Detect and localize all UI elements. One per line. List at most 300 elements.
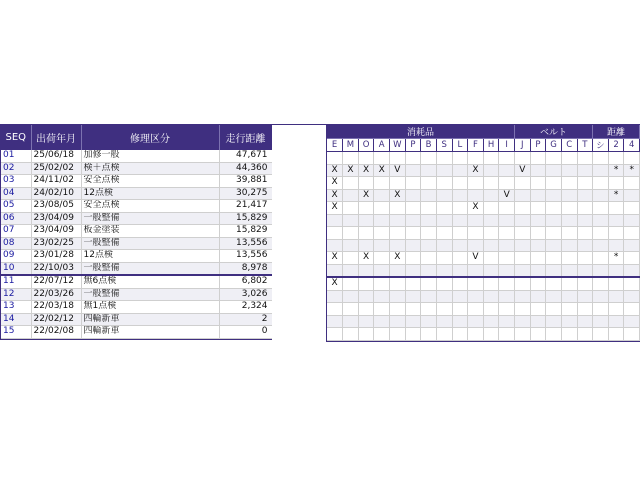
column-header[interactable]: 4 [624,139,640,152]
table-row[interactable] [1,313,272,326]
mark-cell [405,290,421,303]
mark-cell [546,328,562,341]
mark-cell [530,214,546,227]
column-header[interactable]: J [515,139,531,152]
table-row [327,189,640,202]
mark-cell [577,164,593,177]
header-mileage[interactable]: 走行距離 [219,125,272,150]
cell-date: 25/06/18 [31,150,81,162]
mark-cell [452,277,468,290]
column-header[interactable]: O [358,139,374,152]
cell-category: 一般整備 [81,262,219,275]
mark-cell [421,239,437,252]
header-distance: 距離 [593,125,640,139]
mark-cell [405,202,421,215]
mark-cell [452,227,468,240]
mark-cell [421,164,437,177]
cell-category: 板金塗装 [81,225,219,238]
mark-cell [515,303,531,316]
mark-cell [561,328,577,341]
mark-cell [436,315,452,328]
mark-cell [608,214,624,227]
mark-cell [608,202,624,215]
table-row [327,152,640,165]
mark-cell [327,315,343,328]
cell-seq: 06 [1,212,31,225]
mark-cell: X [390,252,406,265]
mark-cell [593,264,609,277]
cell-seq: 12 [1,288,31,301]
cell-mileage: 13,556 [219,237,272,250]
mark-cell: X [327,277,343,290]
mark-cell [468,315,484,328]
mark-cell [499,252,515,265]
mark-cell [343,214,359,227]
mark-cell [624,202,640,215]
mark-cell [577,177,593,190]
cell-seq: 01 [1,150,31,162]
mark-cell [374,328,390,341]
mark-cell [561,189,577,202]
mark-cell [468,214,484,227]
mark-cell [624,152,640,165]
parts-checklist-table [326,124,640,342]
mark-cell [546,152,562,165]
cell-date: 25/02/02 [31,162,81,175]
mark-cell [577,252,593,265]
mark-cell [421,277,437,290]
mark-cell [515,264,531,277]
table-row [327,164,640,177]
mark-cell [561,315,577,328]
mark-cell [483,152,499,165]
mark-cell: V [499,189,515,202]
table-row [327,290,640,303]
mark-cell [577,277,593,290]
table-row [327,315,640,328]
mark-cell [624,264,640,277]
mark-cell [530,152,546,165]
mark-cell [405,227,421,240]
mark-cell [468,290,484,303]
table-row[interactable] [1,237,272,250]
cell-category: 四輪新車 [81,326,219,339]
mark-cell [374,152,390,165]
mark-cell [343,202,359,215]
mark-cell: * [624,164,640,177]
mark-cell [561,177,577,190]
mark-cell [421,303,437,316]
mark-cell [593,177,609,190]
mark-cell [390,227,406,240]
mark-cell: * [608,164,624,177]
mark-cell [624,177,640,190]
table-row[interactable] [1,162,272,175]
column-header[interactable]: C [561,139,577,152]
mark-cell [452,264,468,277]
mark-cell [483,303,499,316]
table-row[interactable] [1,150,272,162]
cell-mileage: 6,802 [219,275,272,288]
mark-cell [405,152,421,165]
mark-cell [483,164,499,177]
cell-mileage: 3,026 [219,288,272,301]
mark-cell [483,189,499,202]
table-row[interactable] [1,250,272,263]
mark-cell: X [468,202,484,215]
mark-cell [452,252,468,265]
mark-cell [343,303,359,316]
mark-cell [452,164,468,177]
mark-cell [593,303,609,316]
mark-cell [577,315,593,328]
mark-cell [593,227,609,240]
cell-mileage: 2 [219,313,272,326]
mark-cell [421,227,437,240]
mark-cell [421,214,437,227]
mark-cell [483,177,499,190]
column-header[interactable]: H [483,139,499,152]
header-seq[interactable]: SEQ [1,125,31,150]
mark-cell [546,264,562,277]
mark-cell [390,152,406,165]
cell-date: 24/11/02 [31,175,81,188]
mark-cell [608,303,624,316]
mark-cell [530,164,546,177]
mark-cell [421,315,437,328]
cell-category: 安全点検 [81,175,219,188]
mark-cell [483,277,499,290]
mark-cell [577,152,593,165]
mark-cell [374,277,390,290]
mark-cell [577,303,593,316]
mark-cell [546,177,562,190]
mark-cell [483,264,499,277]
mark-cell [343,264,359,277]
mark-cell: X [343,164,359,177]
mark-cell [530,264,546,277]
mark-cell [608,328,624,341]
mark-cell [499,177,515,190]
mark-cell [421,252,437,265]
mark-cell [468,177,484,190]
mark-cell [374,214,390,227]
maintenance-history-table [0,124,274,340]
mark-cell [546,315,562,328]
table-row[interactable] [1,262,272,275]
column-header[interactable]: I [499,139,515,152]
mark-cell [483,252,499,265]
mark-cell [327,264,343,277]
table-row[interactable] [1,301,272,314]
column-header[interactable]: F [468,139,484,152]
mark-cell [624,290,640,303]
mark-cell [374,315,390,328]
mark-cell [530,290,546,303]
mark-cell [499,264,515,277]
mark-cell [436,152,452,165]
mark-cell [515,202,531,215]
mark-cell [546,164,562,177]
mark-cell: V [390,164,406,177]
mark-cell [405,189,421,202]
mark-cell [483,239,499,252]
mark-cell [577,202,593,215]
mark-cell [515,277,531,290]
mark-cell [577,214,593,227]
cell-category: 無1点検 [81,301,219,314]
mark-cell [483,290,499,303]
mark-cell [358,328,374,341]
column-header[interactable]: E [327,139,343,152]
mark-cell [421,290,437,303]
table-row [327,328,640,341]
mark-cell [561,239,577,252]
cell-date: 22/07/12 [31,275,81,288]
table-gap [272,124,326,355]
cell-mileage: 39,881 [219,175,272,188]
mark-cell [577,189,593,202]
column-header[interactable]: L [452,139,468,152]
table-row[interactable] [1,200,272,213]
mark-cell [624,239,640,252]
mark-cell: V [515,164,531,177]
mark-cell [561,227,577,240]
cell-seq: 03 [1,175,31,188]
mark-cell: X [468,164,484,177]
mark-cell [515,214,531,227]
mark-cell [358,303,374,316]
mark-cell [499,202,515,215]
mark-cell [436,164,452,177]
mark-cell [452,315,468,328]
mark-cell [608,290,624,303]
mark-cell [390,315,406,328]
mark-cell [499,277,515,290]
mark-cell [515,328,531,341]
mark-cell [374,202,390,215]
mark-cell [358,214,374,227]
mark-cell [405,214,421,227]
cell-mileage: 15,829 [219,225,272,238]
table-row [327,202,640,215]
mark-cell [561,303,577,316]
mark-cell [452,303,468,316]
mark-cell [421,189,437,202]
mark-cell: X [327,189,343,202]
mark-cell [577,239,593,252]
mark-cell [343,328,359,341]
mark-cell [546,189,562,202]
cell-seq: 10 [1,262,31,275]
mark-cell [515,189,531,202]
column-header[interactable]: W [390,139,406,152]
column-header[interactable]: A [374,139,390,152]
mark-cell [358,202,374,215]
mark-cell [390,239,406,252]
mark-cell [499,328,515,341]
table-row [327,264,640,277]
mark-cell [374,189,390,202]
mark-cell [561,252,577,265]
mark-cell: X [358,252,374,265]
column-header[interactable]: 2 [608,139,624,152]
mark-cell [608,177,624,190]
header-consumables: 消耗品 [327,125,515,139]
mark-cell [436,227,452,240]
mark-cell [577,227,593,240]
mark-cell [593,189,609,202]
mark-cell [483,214,499,227]
mark-cell [358,239,374,252]
column-header[interactable]: G [546,139,562,152]
mark-cell [593,315,609,328]
mark-cell [468,303,484,316]
mark-cell [358,152,374,165]
cell-mileage: 0 [219,326,272,339]
mark-cell [530,328,546,341]
mark-cell [468,227,484,240]
mark-cell [343,239,359,252]
column-header[interactable]: P [530,139,546,152]
mark-cell [608,264,624,277]
mark-cell [390,214,406,227]
mark-cell [452,189,468,202]
mark-cell [421,264,437,277]
mark-cell [624,214,640,227]
mark-cell: * [608,189,624,202]
mark-cell [499,152,515,165]
table-row[interactable] [1,288,272,301]
cell-date: 22/02/08 [31,326,81,339]
mark-cell [452,152,468,165]
table-row[interactable] [1,275,272,288]
mark-cell [546,277,562,290]
header-ship-date[interactable]: 出荷年月 [31,125,81,150]
mark-cell [405,303,421,316]
mark-cell [561,164,577,177]
mark-cell [515,227,531,240]
header-repair-category[interactable]: 修理区分 [81,125,219,150]
cell-seq: 11 [1,275,31,288]
cell-mileage: 8,978 [219,262,272,275]
mark-cell [530,303,546,316]
mark-cell [405,328,421,341]
mark-cell [593,290,609,303]
mark-cell [624,277,640,290]
mark-cell [405,264,421,277]
column-header[interactable]: T [577,139,593,152]
cell-category: 一般整備 [81,288,219,301]
table-row [327,277,640,290]
mark-cell [390,277,406,290]
mark-cell [358,277,374,290]
mark-cell [374,177,390,190]
cell-seq: 02 [1,162,31,175]
mark-cell [499,227,515,240]
cell-date: 23/01/28 [31,250,81,263]
mark-cell [343,252,359,265]
mark-cell [561,202,577,215]
mark-cell [608,227,624,240]
mark-cell: X [358,164,374,177]
mark-cell [483,328,499,341]
mark-cell [327,239,343,252]
mark-cell [593,152,609,165]
cell-category: 12点検 [81,250,219,263]
mark-cell [421,202,437,215]
cell-date: 23/08/05 [31,200,81,213]
mark-cell: X [390,189,406,202]
mark-cell [390,177,406,190]
mark-cell [608,277,624,290]
mark-cell [405,239,421,252]
mark-cell [436,290,452,303]
table-row[interactable] [1,187,272,200]
mark-cell: X [327,252,343,265]
cell-category: 安全点検 [81,200,219,213]
mark-cell: X [358,189,374,202]
mark-cell: * [608,252,624,265]
mark-cell [561,277,577,290]
column-header[interactable]: S [436,139,452,152]
cell-date: 23/04/09 [31,225,81,238]
mark-cell: V [468,252,484,265]
mark-cell [624,252,640,265]
header-belt: ベルト [515,125,593,139]
mark-cell [546,290,562,303]
column-header[interactable]: B [421,139,437,152]
mark-cell [343,290,359,303]
cell-mileage: 30,275 [219,187,272,200]
table-row[interactable] [1,326,272,339]
mark-cell [608,239,624,252]
mark-cell [546,303,562,316]
table-row[interactable] [1,175,272,188]
table-row[interactable] [1,212,272,225]
table-row [327,252,640,265]
mark-cell [499,239,515,252]
mark-cell [452,202,468,215]
mark-cell [608,315,624,328]
table-row [327,214,640,227]
mark-cell [327,303,343,316]
cell-category: 一般整備 [81,237,219,250]
mark-cell [593,252,609,265]
mark-cell [436,239,452,252]
column-header[interactable]: P [405,139,421,152]
mark-cell [358,227,374,240]
mark-cell [343,227,359,240]
cell-seq: 04 [1,187,31,200]
mark-cell [343,177,359,190]
mark-cell [327,152,343,165]
mark-cell [515,252,531,265]
mark-cell: X [327,164,343,177]
mark-cell [327,214,343,227]
cell-date: 22/02/12 [31,313,81,326]
cell-seq: 15 [1,326,31,339]
table-row[interactable] [1,225,272,238]
mark-cell [405,315,421,328]
mark-cell [452,239,468,252]
cell-date: 22/03/18 [31,301,81,314]
mark-cell [358,315,374,328]
mark-cell [624,189,640,202]
column-header[interactable]: シ [593,139,609,152]
cell-mileage: 44,360 [219,162,272,175]
column-header[interactable]: M [343,139,359,152]
